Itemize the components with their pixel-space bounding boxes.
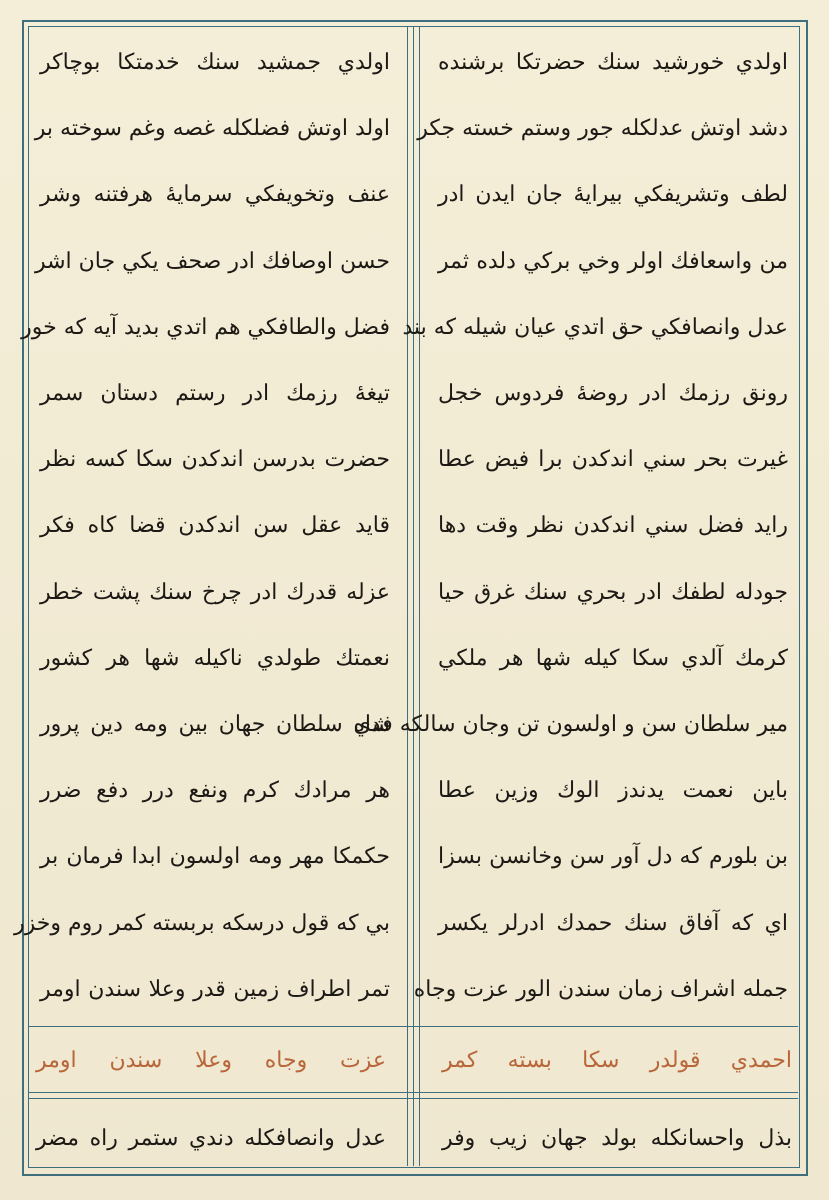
rubric-top-rule <box>28 1026 798 1027</box>
verse-line: جمله اشراف زمان سندن الور عزت وجاه <box>413 976 788 1002</box>
verse-line: تيغهٔ رزمك ادر رستم دستان سمر <box>40 381 390 407</box>
rubric-row <box>36 1034 792 1086</box>
verse-line: شاه سلطان جهان بين ومه دين پرور <box>40 712 390 738</box>
verse-line: حكمكا مهر ومه اولسون ابدا فرمان بر <box>40 844 390 870</box>
rubric-bottom-rule <box>28 1092 798 1093</box>
verse-line: لطف وتشريفكي بيرايهٔ جان ايدن ادر <box>438 182 788 208</box>
verse-line: نعمتك طولدي ناكيله شها هر كشور <box>40 645 390 671</box>
column-rule-left <box>407 26 408 1166</box>
verse-line: فضل والطافكي هم اتدي بديد آيه كه خور <box>21 314 390 340</box>
verse-line: كرمك آلدي سكا كيله شها هر ملكي <box>438 645 788 671</box>
verse-line: دشد اوتش عدلكله جور وستم خسته جكر <box>417 116 788 142</box>
verse-line: مير سلطان سن و اولسون تن وجان سالكه فدي <box>353 712 788 738</box>
verse-line: رونق رزمك ادر روضهٔ فردوس خجل <box>438 381 788 407</box>
verse-line: جودله لطفك ادر بحري سنك غرق حيا <box>438 579 788 605</box>
rubric-right: احمدي قولدر سكا بسته كمر <box>442 1047 792 1073</box>
verse-line: اولدي جمشيد سنك خدمتكا بوچاكر <box>40 50 390 75</box>
verse-line: غيرت بحر سني اندكدن برا فيض عطا <box>438 447 788 473</box>
verse-line: بي كه قول درسكه بربسته كمر روم وخزر <box>14 910 390 936</box>
rubric-left: عزت وجاه وعلا سندن اومر <box>36 1047 386 1073</box>
rubric-bottom-rule-2 <box>28 1098 798 1099</box>
right-text-column <box>353 34 788 1019</box>
verse-line: من واسعافك اولر وخي بركي دلده ثمر <box>438 248 788 274</box>
verse-line: بن بلورم كه دل آور سن وخانسن بسزا <box>438 844 788 870</box>
verse-line: تمر اطراف زمين قدر وعلا سندن اومر <box>40 976 390 1002</box>
verse-line: هر مرادك كرم ونفع درر دفع ضرر <box>40 778 390 804</box>
verse-line: حضرت بدرسن اندكدن سكا كسه نظر <box>40 447 390 473</box>
verse-line: عنف وتخويفكي سرمايهٔ هرفتنه وشر <box>40 182 390 208</box>
final-verse-left: عدل وانصافكله دندي ستمر راه مضر <box>36 1125 386 1151</box>
verse-line: قايد عقل سن اندكدن قضا كاه فكر <box>40 513 390 539</box>
left-text-column <box>14 34 390 1019</box>
verse-line: عزله قدرك ادر چرخ سنك پشت خطر <box>40 579 390 605</box>
verse-line: عدل وانصافكي حق اتدي عيان شيله كه بند <box>402 314 788 340</box>
verse-line: رايد فضل سني اندكدن نظر وقت دها <box>438 513 788 539</box>
final-verse-right: بذل واحسانكله بولد جهان زيب وفر <box>442 1125 792 1151</box>
final-couplet-row <box>36 1112 792 1164</box>
verse-line: اولد اوتش فضلكله غصه وغم سوخته بر <box>34 116 390 142</box>
verse-line: حسن اوصافك ادر صحف يكي جان اشر <box>34 248 390 274</box>
verse-line: اي كه آفاق سنك حمدك ادرلر يكسر <box>438 910 788 936</box>
verse-line: اولدي خورشيد سنك حضرتكا برشنده <box>438 50 788 75</box>
verse-line: باين نعمت يدندز الوك وزين عطا <box>438 778 788 804</box>
